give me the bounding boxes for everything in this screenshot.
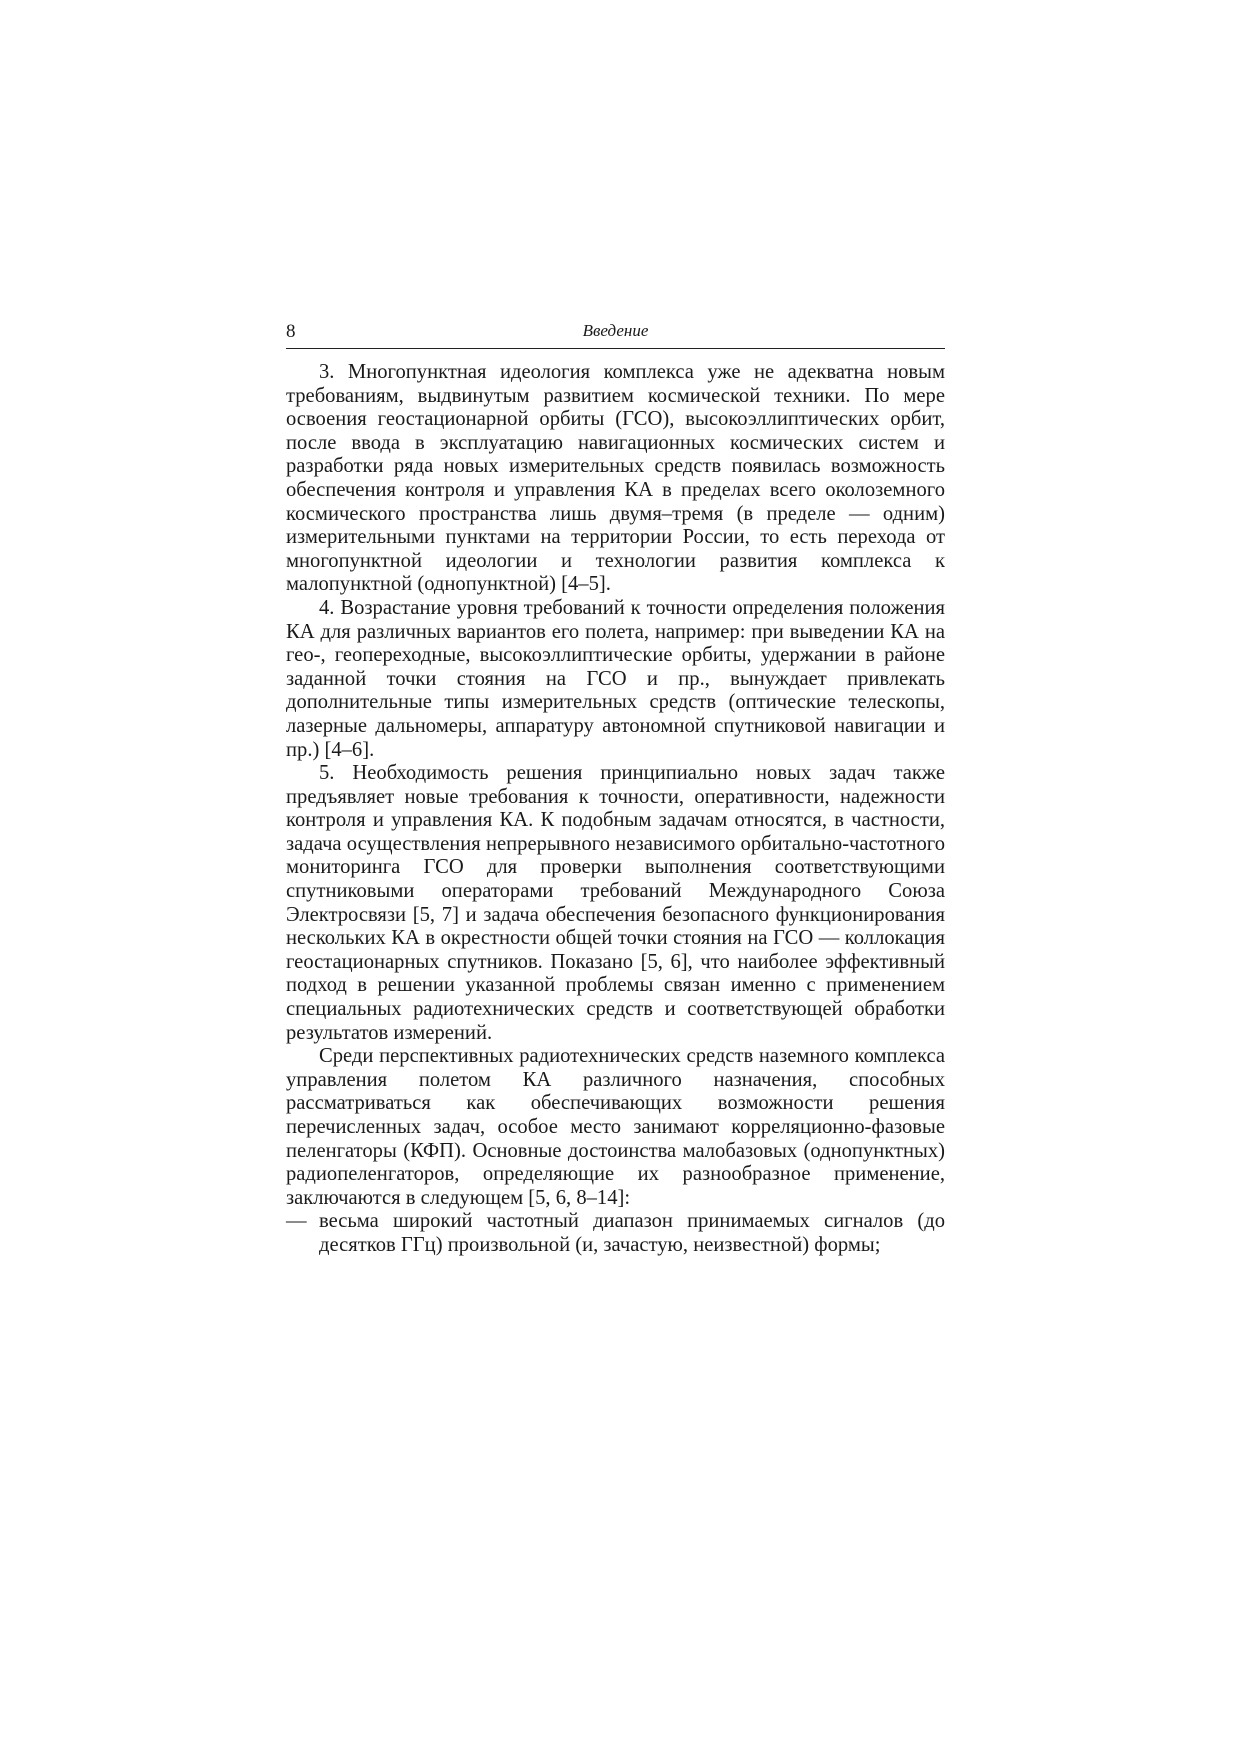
list-item <box>286 1210 945 1257</box>
paragraph-5: 5. Необходимость решения принципиально новых задач также предъявляет новые требования к точности, оперативности, надежности контроля и управления КА. К подобным задачам относятся, в частности, задача осуществления непрерывного независимого орбитально-частотного мониторинга ГСО для проверки выполнения соответствующими спутниковыми операторами требований Международного Союза Электросвязи [5, 7] и задача обеспечения безопасного функционирования нескольких КА в окрестности общей точки стояния на ГСО — коллокация геостационарных спутников. Показано [5, 6], что наиболее эффективный подход в решении указанной проблемы связан именно с применением специальных радиотехнических средств и соответствующей обработки результатов измерений. <box>286 762 945 1044</box>
paragraph-radio-means: Среди перспективных радиотехнических средств наземного комплекса управления полетом КА различного назначения, способных рассматриваться как обеспечивающих возможности решения перечисленных задач, особое место занимают корреляционно-фазовые пеленгаторы (КФП). Основные достоинства малобазовых (однопунктных) радиопеленгаторов, определяющие их разнообразное применение, заключаются в следующем [5, 6, 8–14]: <box>286 1045 945 1209</box>
body-text <box>286 361 945 1258</box>
running-header <box>286 318 945 349</box>
section-title: Введение <box>582 321 649 340</box>
list-dash-marker: — <box>286 1210 307 1233</box>
paragraph-4: 4. Возрастание уровня требований к точности определения положения КА для различных вариантов его полета, например: при выведении КА на гео-, геопереходные, высокоэллиптические орбиты, удержании в районе заданной точки стояния на ГСО и пр., вынуждает привлекать дополнительные типы измерительных средств (оптические телескопы, лазерные дальномеры, аппаратуру автономной спутниковой навигации и пр.) [4–6]. <box>286 596 945 761</box>
page-number: 8 <box>286 321 296 342</box>
list-item-text: весьма широкий частотный диапазон принимаемых сигналов (до десятков ГГц) произвольной (и, зачастую, неизвестной) формы; <box>319 1210 945 1256</box>
page <box>286 318 945 1258</box>
paragraph-3: 3. Многопунктная идеология комплекса уже не адекватна новым требованиям, выдвинутым развитием космической техники. По мере освоения геостационарной орбиты (ГСО), высокоэллиптических орбит, после ввода в эксплуатацию навигационных космических систем и разработки ряда новых измерительных средств появилась возможность обеспечения контроля и управления КА в пределах всего околоземного космического пространства лишь двумя–тремя (в пределе — одним) измерительными пунктами на территории России, то есть перехода от многопунктной идеологии и технологии развития комплекса к малопунктной (однопунктной) [4–5]. <box>286 361 945 596</box>
